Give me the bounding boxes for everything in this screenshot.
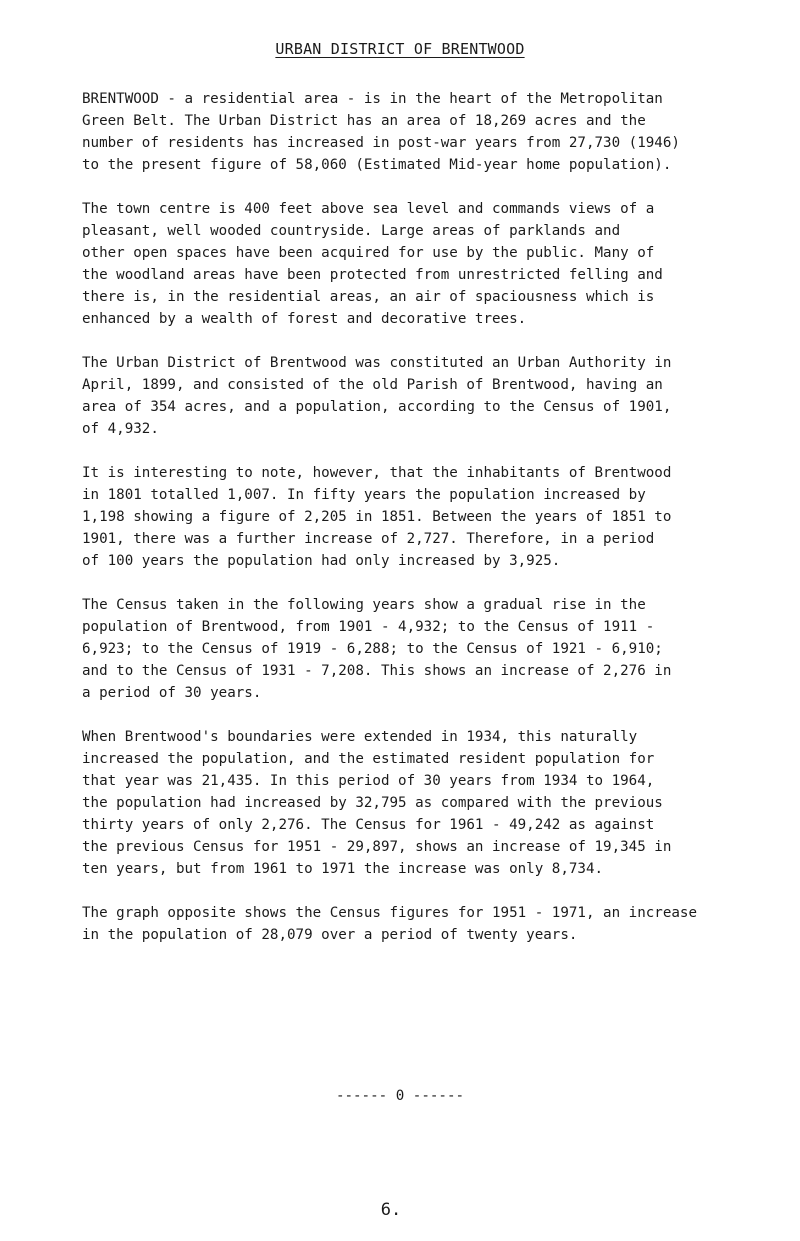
- paragraph-town-centre: The town centre is 400 feet above sea level and commands views of a pleasant, well wooded countryside. Large areas of parklands and other open spaces have been acquired for use by the public. Many of the woodland areas have been protected from unrestricted felling and there is, in the residential areas, an air of spaciousness which is enhanced by a wealth of forest and decorative trees.: [82, 201, 663, 327]
- paragraph-constitution: The Urban District of Brentwood was constituted an Urban Authority in April, 1899, and consisted of the old Parish of Brentwood, having an area of 354 acres, and a population, according to the Census of 1901, of 4,932.: [82, 355, 672, 437]
- page-title: [0, 40, 800, 58]
- paragraph-intro: BRENTWOOD - a residential area - is in the heart of the Metropolitan Green Belt. The Urban District has an area of 18,269 acres and the number of residents has increased in post-war years from 27,730 (1946) to the present figure of 58,060 (Estimated Mid-year home population).: [82, 91, 680, 173]
- page-number: [0, 1200, 800, 1220]
- paragraph-boundary-extension: When Brentwood's boundaries were extended in 1934, this naturally increased the population, and the estimated resident population for that year was 21,435. In this period of 30 years from 1934 to 1964, the population had increased by 32,795 as compared with the previous thirty years of only 2,276. The Census for 1961 - 49,242 as against the previous Census for 1951 - 29,897, shows an increase of 19,345 in ten years, but from 1961 to 1971 the increase was only 8,734.: [82, 729, 672, 877]
- paragraph-1801-population: It is interesting to note, however, that the inhabitants of Brentwood in 1801 totalled 1,007. In fifty years the population increased by 1,198 showing a figure of 2,205 in 1851. Between the years of 1851 to 1901, there was a further increase of 2,727. Therefore, in a period of 100 years the population had only increased by 3,925.: [82, 465, 672, 569]
- page-title-text: URBAN DISTRICT OF BRENTWOOD: [275, 40, 525, 58]
- section-separator: ------ 0 ------: [335, 1088, 465, 1104]
- document-body: [82, 88, 797, 968]
- paragraph-census-rise: The Census taken in the following years show a gradual rise in the population of Brentwood, from 1901 - 4,932; to the Census of 1911 - 6,923; to the Census of 1919 - 6,288; to the Census of 1921 - 6,910; and to the Census of 1931 - 7,208. This shows an increase of 2,276 in a period of 30 years.: [82, 597, 672, 701]
- paragraph-graph-note: The graph opposite shows the Census figures for 1951 - 1971, an increase in the population of 28,079 over a period of twenty years.: [82, 905, 697, 943]
- page-number-text: 6.: [380, 1200, 402, 1220]
